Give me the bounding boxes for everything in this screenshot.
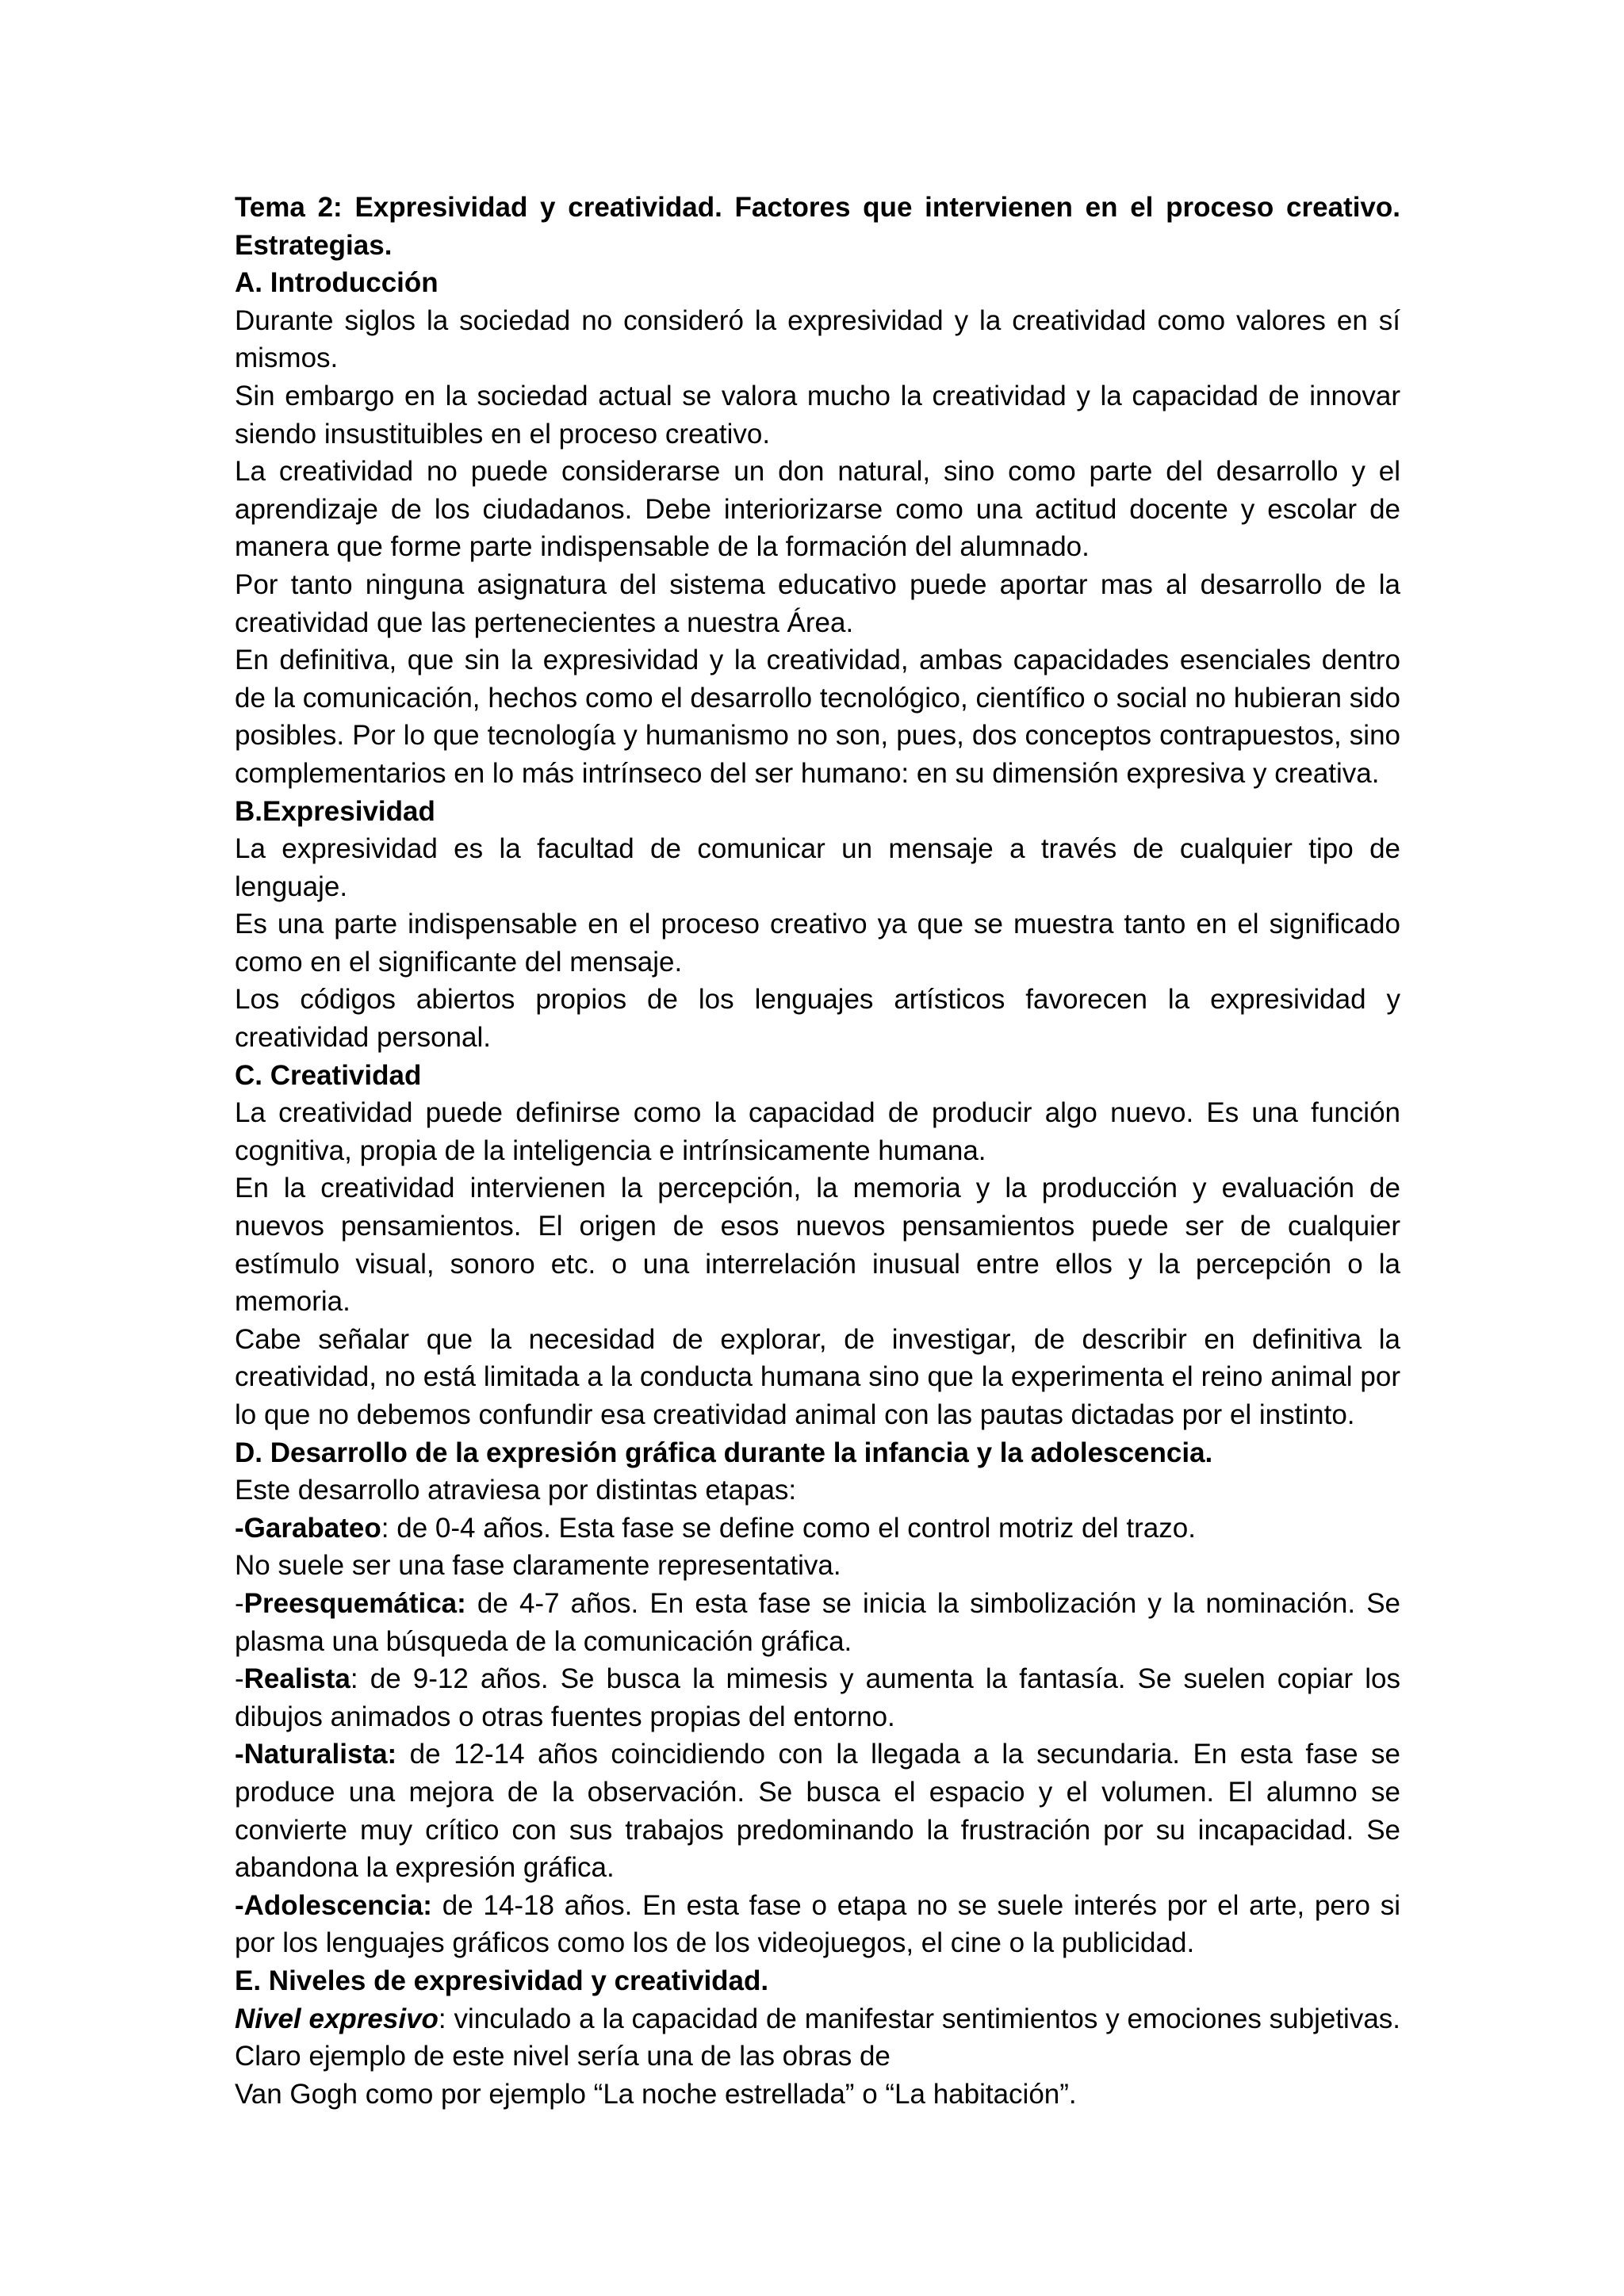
paragraph: Es una parte indispensable en el proceso creativo ya que se muestra tanto en el significado como en el significante del mensaje. bbox=[235, 909, 1400, 978]
paragraph: En la creatividad intervienen la percepción, la memoria y la producción y evaluación de nuevos pensamientos. El origen de esos nuevos pensamientos puede ser de cualquier estímulo visual, sonoro etc. o una interrelación inusual entre ellos y la percepción o la memoria. bbox=[235, 1173, 1400, 1318]
level-text: : vinculado a la capacidad de manifestar sentimientos y emociones subjetivas. Claro ejemplo de este nivel sería una de las obras de bbox=[235, 2003, 1401, 2072]
section-e-heading: E. Niveles de expresividad y creatividad. bbox=[235, 1965, 769, 1996]
paragraph: La expresividad es la facultad de comunicar un mensaje a través de cualquier tipo de lenguaje. bbox=[235, 833, 1400, 902]
stage-label: -Garabateo bbox=[235, 1512, 381, 1544]
paragraph: Sin embargo en la sociedad actual se valora mucho la creatividad y la capacidad de innovar siendo insustituibles en el proceso creativo. bbox=[235, 380, 1400, 450]
stage-item bbox=[235, 1735, 1400, 1886]
stage-prefix: - bbox=[235, 1587, 244, 1619]
paragraph: Por tanto ninguna asignatura del sistema educativo puede aportar mas al desarrollo de la creatividad que las pertenecientes a nuestra Área. bbox=[235, 568, 1400, 638]
level-label: Nivel expresivo bbox=[235, 2003, 439, 2034]
paragraph: Van Gogh como por ejemplo “La noche estrellada” o “La habitación”. bbox=[235, 2078, 1077, 2110]
stage-label: -Adolescencia: bbox=[235, 1889, 432, 1921]
paragraph: La creatividad puede definirse como la capacidad de producir algo nuevo. Es una función cognitiva, propia de la inteligencia e intrínsicamente humana. bbox=[235, 1097, 1400, 1166]
stage-text: de 12-14 años coincidiendo con la llegada a la secundaria. En esta fase se produce una mejora de la observación. Se busca el espacio y el volumen. El alumno se convierte muy crítico con sus trabajos predominando la frustración por su incapacidad. Se abandona la expresión gráfica. bbox=[235, 1739, 1400, 1884]
document-page bbox=[235, 189, 1400, 2113]
section-a-heading: A. Introducción bbox=[235, 267, 439, 299]
stage-text: : de 9-12 años. Se busca la mimesis y aumenta la fantasía. Se suelen copiar los dibujos animados o otras fuentes propias del entorno. bbox=[235, 1663, 1400, 1732]
stage-text: de 4-7 años. En esta fase se inicia la simbolización y la nominación. Se plasma una búsqueda de la comunicación gráfica. bbox=[235, 1587, 1400, 1657]
stage-item bbox=[235, 1887, 1400, 1962]
stage-item bbox=[235, 1510, 1400, 1548]
section-c-heading: C. Creatividad bbox=[235, 1059, 422, 1091]
section-b-heading: B.Expresividad bbox=[235, 795, 435, 827]
stage-label: Preesquemática: bbox=[243, 1587, 466, 1619]
section-d-heading: D. Desarrollo de la expresión gráfica durante la infancia y la adolescencia. bbox=[235, 1437, 1213, 1468]
stage-text: de 14-18 años. En esta fase o etapa no se suele interés por el arte, pero si por los lenguajes gráficos como los de los videojuegos, el cine o la publicidad. bbox=[235, 1889, 1400, 1959]
stage-label: Realista bbox=[243, 1663, 350, 1695]
stage-text: : de 0-4 años. Esta fase se define como el control motriz del trazo. bbox=[381, 1512, 1196, 1544]
paragraph: Los códigos abiertos propios de los lenguajes artísticos favorecen la expresividad y creatividad personal. bbox=[235, 984, 1400, 1054]
document-title: Tema 2: Expresividad y creatividad. Factores que intervienen en el proceso creativo. Estrategias. bbox=[235, 192, 1400, 261]
stage-label: -Naturalista: bbox=[235, 1739, 397, 1770]
stage-item bbox=[235, 1585, 1400, 1660]
stage-text: No suele ser una fase claramente representativa. bbox=[235, 1550, 841, 1582]
paragraph: Este desarrollo atraviesa por distintas etapas: bbox=[235, 1475, 797, 1506]
paragraph: Durante siglos la sociedad no consideró la expresividad y la creatividad como valores en sí mismos. bbox=[235, 304, 1400, 374]
paragraph: La creatividad no puede considerarse un don natural, sino como parte del desarrollo y el aprendizaje de los ciudadanos. Debe interiorizarse como una actitud docente y escolar de manera que forme parte indispensable de la formación del alumnado. bbox=[235, 456, 1400, 563]
stage-item bbox=[235, 1660, 1400, 1735]
stage-item bbox=[235, 1547, 1400, 1585]
paragraph: Cabe señalar que la necesidad de explorar, de investigar, de describir en definitiva la creatividad, no está limitada a la conducta humana sino que la experimenta el reino animal por lo que no debemos confundir esa creatividad animal con las pautas dictadas por el instinto. bbox=[235, 1323, 1400, 1430]
paragraph bbox=[235, 2000, 1400, 2076]
stage-prefix: - bbox=[235, 1663, 244, 1695]
paragraph: En definitiva, que sin la expresividad y la creatividad, ambas capacidades esenciales dentro de la comunicación, hechos como el desarrollo tecnológico, científico o social no hubieran sido posibles. Por lo que tecnología y humanismo no son, pues, dos conceptos contrapuestos, sino complementarios en lo más intrínseco del ser humano: en su dimensión expresiva y creativa. bbox=[235, 645, 1400, 789]
